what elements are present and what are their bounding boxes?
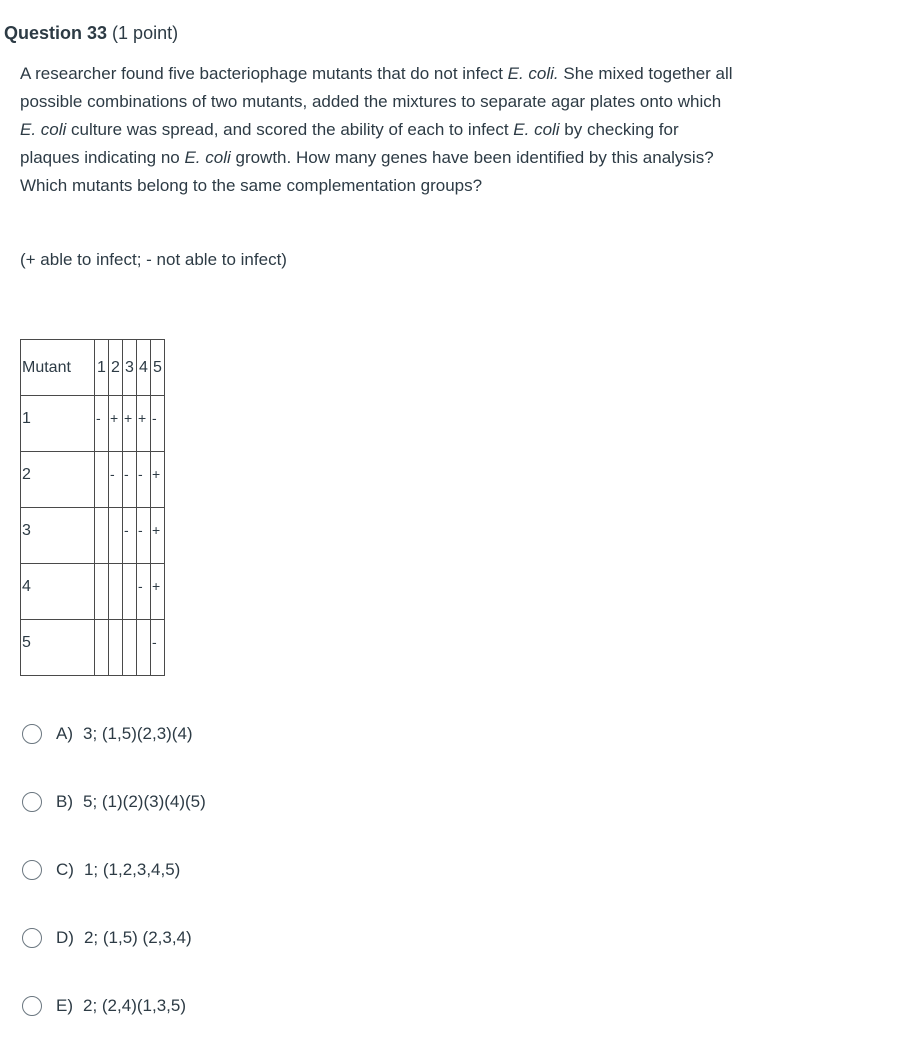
radio-button[interactable]	[22, 792, 42, 812]
table-cell: -	[151, 620, 165, 676]
table-cell	[95, 508, 109, 564]
radio-button[interactable]	[22, 724, 42, 744]
table-cell: -	[151, 396, 165, 452]
question-text-segment: She mixed together all possible combinations of two mutants, added the mixtures to separate agar plates onto which	[20, 64, 733, 111]
radio-button[interactable]	[22, 860, 42, 880]
table-cell: +	[123, 396, 137, 452]
table-row	[21, 620, 165, 676]
table-cell	[95, 620, 109, 676]
question-text-segment: by checking for plaques indicating no	[20, 120, 679, 167]
option-text: 1; (1,2,3,4,5)	[83, 860, 181, 879]
table-cell	[95, 452, 109, 508]
question-legend: (+ able to infect; - not able to infect)	[20, 250, 287, 269]
table-cell	[109, 564, 123, 620]
table-cell: -	[95, 396, 109, 452]
answer-option-a[interactable]	[22, 720, 206, 748]
question-text-italic: E. coli	[513, 120, 560, 139]
table-cell	[137, 620, 151, 676]
table-row-label: 1	[21, 396, 95, 452]
table-row	[21, 452, 165, 508]
answer-option-b[interactable]	[22, 788, 206, 816]
table-row-label: 2	[21, 452, 95, 508]
option-text: 3; (1,5)(2,3)(4)	[83, 724, 193, 743]
option-letter: C)	[56, 860, 74, 879]
table-row-label: 4	[21, 564, 95, 620]
question-body	[20, 60, 740, 200]
table-row-label: 3	[21, 508, 95, 564]
option-letter: D)	[56, 928, 74, 947]
complementation-table	[20, 339, 165, 676]
question-header	[4, 22, 178, 44]
answer-option-e[interactable]	[22, 992, 206, 1020]
option-text: 5; (1)(2)(3)(4)(5)	[83, 792, 206, 811]
table-cell	[109, 508, 123, 564]
question-points: (1 point)	[112, 23, 179, 43]
option-text: 2; (2,4)(1,3,5)	[83, 996, 186, 1015]
table-cell	[109, 620, 123, 676]
table-column-header: 2	[109, 340, 123, 396]
radio-button[interactable]	[22, 928, 42, 948]
table-cell: -	[123, 452, 137, 508]
option-text: 2; (1,5) (2,3,4)	[83, 928, 192, 947]
table-row	[21, 396, 165, 452]
table-cell: +	[151, 508, 165, 564]
table-column-header: 1	[95, 340, 109, 396]
table-column-header: 5	[151, 340, 165, 396]
table-cell: -	[109, 452, 123, 508]
question-paragraph	[20, 60, 740, 200]
table-cell: -	[137, 508, 151, 564]
table-cell	[123, 564, 137, 620]
radio-button[interactable]	[22, 996, 42, 1016]
table-cell	[95, 564, 109, 620]
table-cell: +	[151, 564, 165, 620]
question-title: Question 33	[4, 23, 108, 43]
table-cell: +	[137, 396, 151, 452]
table-cell: -	[137, 452, 151, 508]
question-text-italic: E. coli	[20, 120, 67, 139]
table-cell: -	[123, 508, 137, 564]
table-cell	[123, 620, 137, 676]
question-text-italic: E. coli.	[507, 64, 559, 83]
question-text-segment: culture was spread, and scored the ability of each to infect	[66, 120, 514, 139]
table-row	[21, 564, 165, 620]
answer-option-c[interactable]	[22, 856, 206, 884]
question-text-segment: A researcher found five bacteriophage mutants that do not infect	[20, 64, 508, 83]
table-cell: +	[151, 452, 165, 508]
table-header-row	[21, 340, 165, 396]
table-corner-label: Mutant	[21, 340, 95, 396]
table-row-label: 5	[21, 620, 95, 676]
table-cell: -	[137, 564, 151, 620]
answer-options	[22, 720, 206, 1060]
table-column-header: 4	[137, 340, 151, 396]
table-row	[21, 508, 165, 564]
question-text-segment: growth. How many genes have been identified by this analysis? Which mutants belong to the same complementation groups?	[20, 148, 714, 195]
option-letter: E)	[56, 996, 73, 1015]
table-column-header: 3	[123, 340, 137, 396]
option-letter: B)	[56, 792, 73, 811]
answer-option-d[interactable]	[22, 924, 206, 952]
question-text-italic: E. coli	[184, 148, 231, 167]
option-letter: A)	[56, 724, 73, 743]
table-cell: +	[109, 396, 123, 452]
